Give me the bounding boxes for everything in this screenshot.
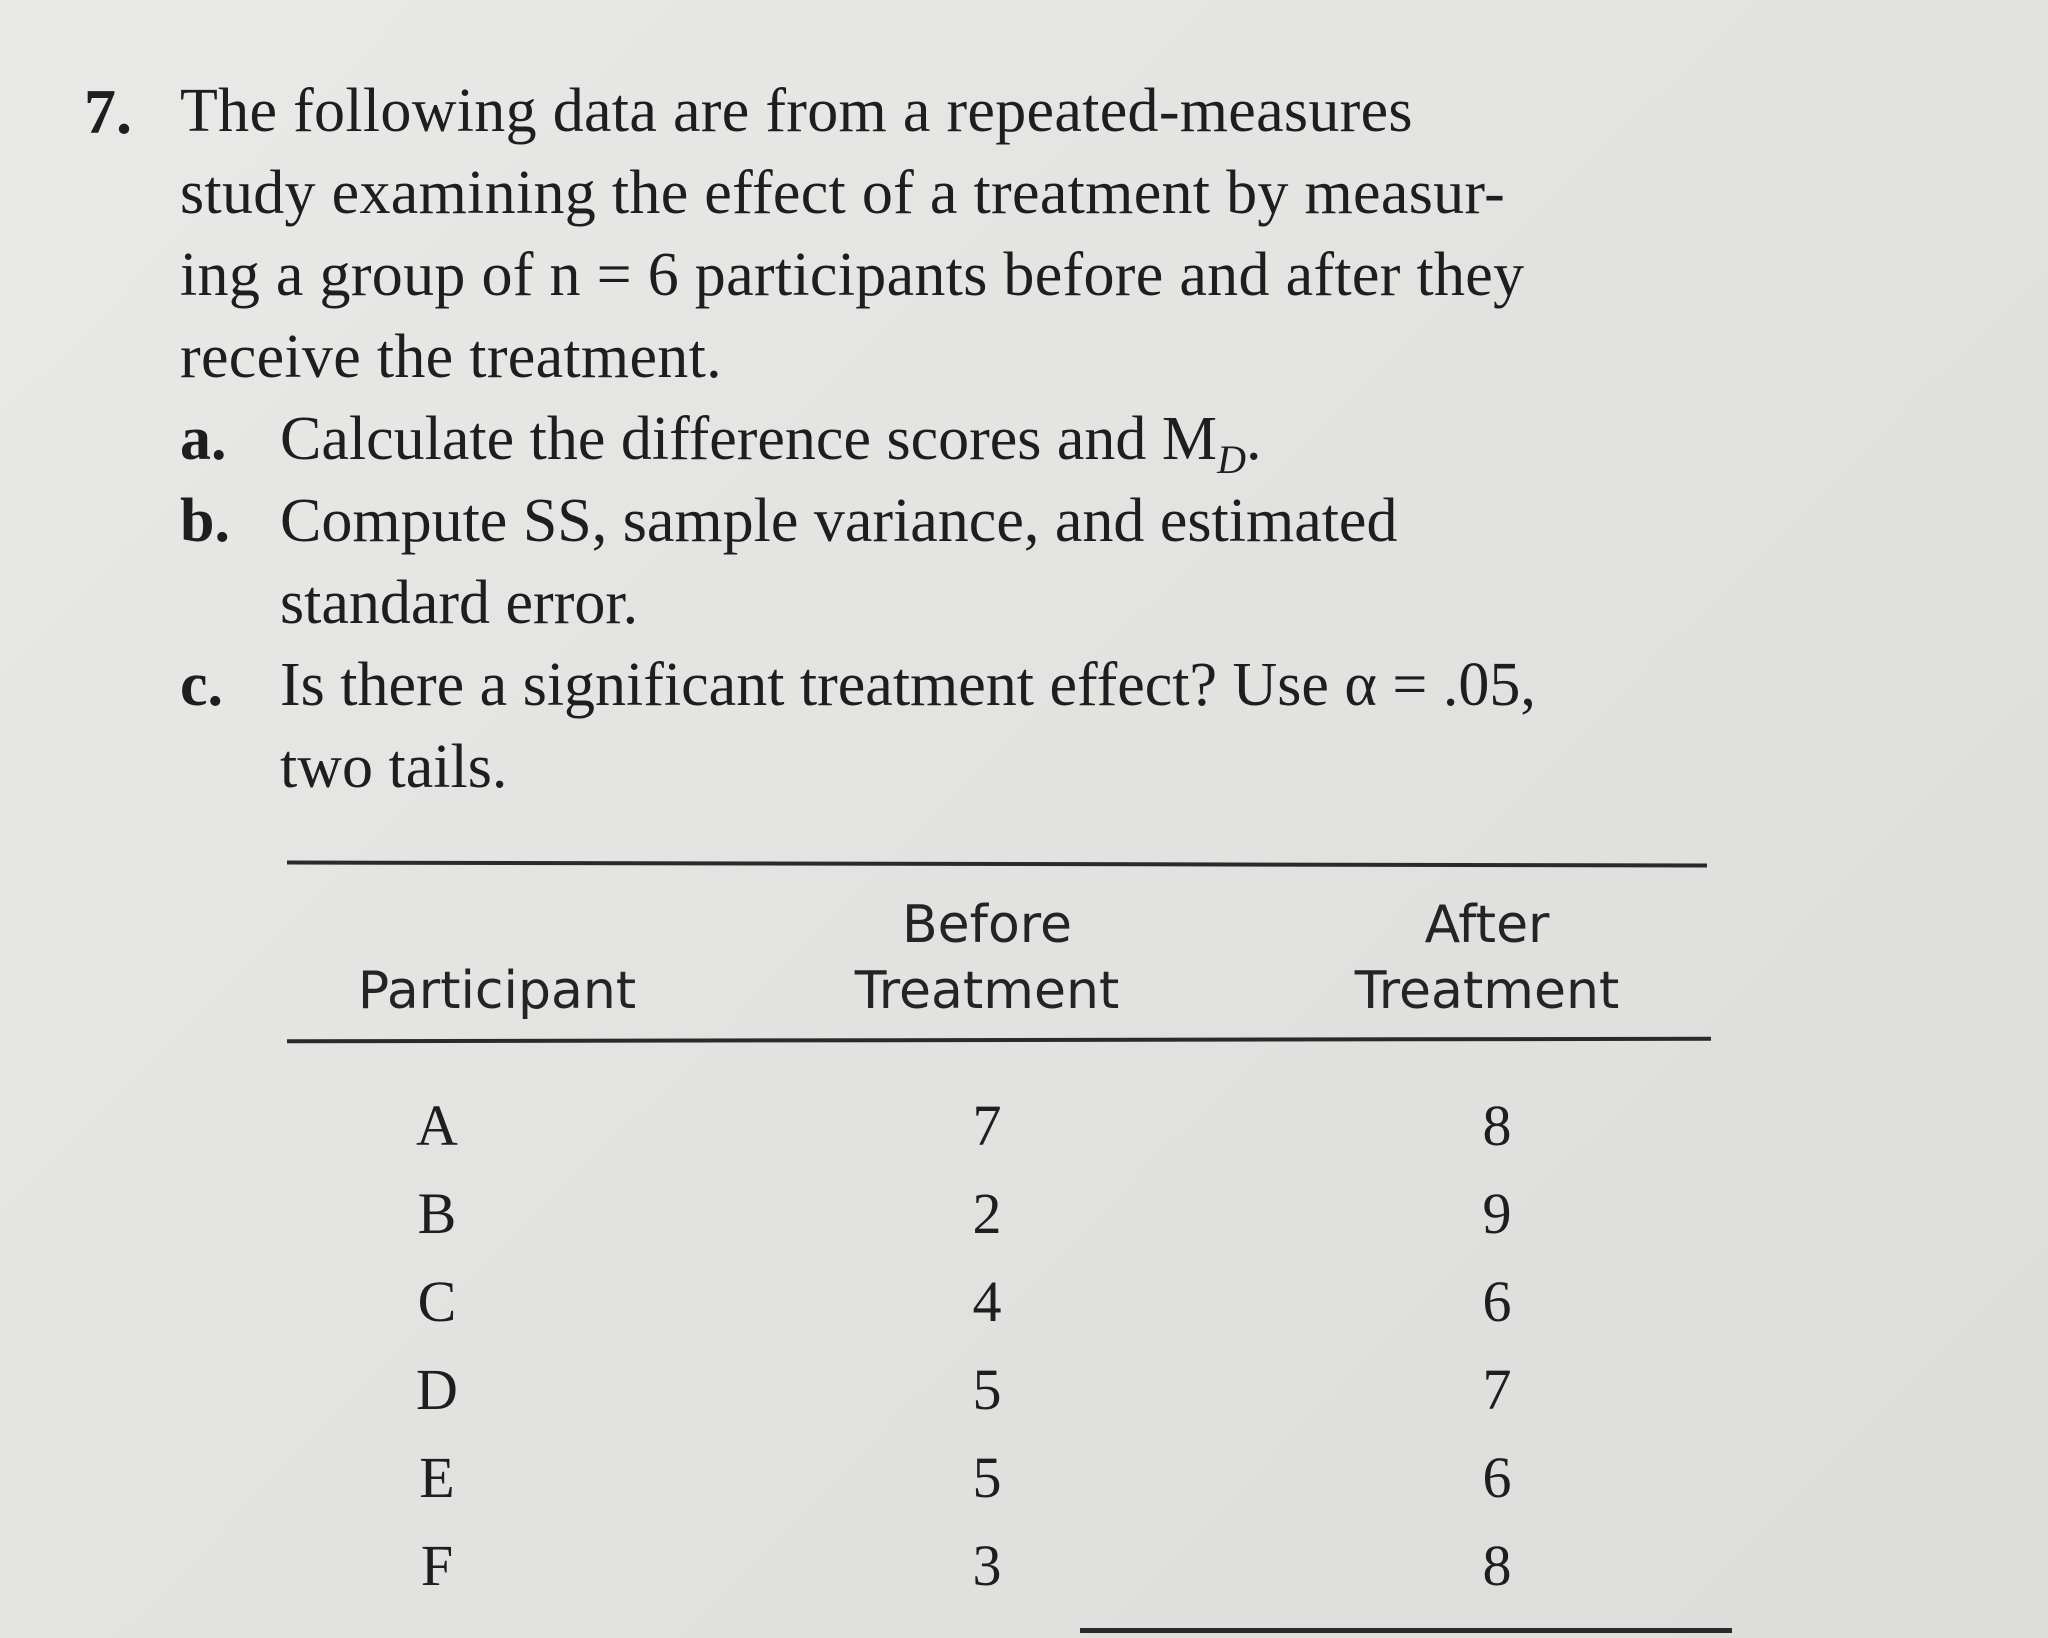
cell-participant: F xyxy=(420,1533,454,1598)
part-b-line2: standard error. xyxy=(280,569,639,637)
cell-before: 4 xyxy=(972,1269,1002,1334)
table-row xyxy=(287,1174,1711,1262)
header-before-line1: Before xyxy=(901,895,1072,955)
table-body xyxy=(287,1086,1711,1614)
stem-line: ing a group of n = 6 participants before and after they xyxy=(180,241,1525,309)
table-row xyxy=(287,1438,1711,1526)
header-after-treatment xyxy=(1307,892,1667,1024)
cell-participant: C xyxy=(417,1269,457,1334)
cell-before: 5 xyxy=(972,1445,1002,1510)
cell-before: 5 xyxy=(972,1357,1002,1422)
header-before-line2: Treatment xyxy=(854,961,1120,1021)
table-row xyxy=(287,1526,1711,1614)
cell-participant: B xyxy=(417,1181,457,1246)
header-after-line2: Treatment xyxy=(1354,961,1620,1021)
cell-after: 6 xyxy=(1482,1445,1512,1510)
cell-before: 3 xyxy=(972,1533,1002,1598)
part-a-end: . xyxy=(1245,405,1262,473)
header-after-line1: After xyxy=(1424,895,1550,955)
cell-after: 7 xyxy=(1482,1357,1512,1422)
stem-line: receive the treatment. xyxy=(180,323,722,391)
stem-line: study examining the effect of a treatment by measur- xyxy=(180,159,1506,227)
header-participant: Participant xyxy=(357,961,637,1021)
part-a-subscript: D xyxy=(1217,437,1246,482)
cell-participant: D xyxy=(416,1357,458,1422)
header-before-treatment xyxy=(807,892,1167,1024)
cell-participant: A xyxy=(416,1093,458,1158)
part-a-text: Calculate the difference scores and M xyxy=(280,405,1218,473)
cell-after: 8 xyxy=(1482,1533,1512,1598)
part-c-line1: Is there a significant treatment effect? Use α = .05, xyxy=(280,651,1536,719)
cell-before: 2 xyxy=(972,1181,1002,1246)
part-c-line2: two tails. xyxy=(280,733,508,801)
part-b-line1: Compute SS, sample variance, and estimated xyxy=(280,487,1398,555)
table-row xyxy=(287,1086,1711,1174)
part-b xyxy=(180,480,1740,644)
stem-line: The following data are from a repeated-measures xyxy=(180,77,1413,145)
cell-after: 8 xyxy=(1482,1093,1512,1158)
problem-stem xyxy=(180,70,1780,398)
table-bottom-rule xyxy=(1080,1628,1732,1633)
part-b-letter: b. xyxy=(180,487,230,555)
part-a-letter: a. xyxy=(180,405,227,473)
cell-after: 9 xyxy=(1482,1181,1512,1246)
cell-before: 7 xyxy=(972,1093,1002,1158)
problem-number: 7. xyxy=(84,76,132,147)
part-c xyxy=(180,644,1740,808)
table-header-rule xyxy=(287,1037,1711,1043)
table-row xyxy=(287,1262,1711,1350)
table-top-rule xyxy=(287,861,1707,868)
cell-participant: E xyxy=(419,1445,455,1510)
table-row xyxy=(287,1350,1711,1438)
cell-after: 6 xyxy=(1482,1269,1512,1334)
part-c-letter: c. xyxy=(180,651,224,719)
